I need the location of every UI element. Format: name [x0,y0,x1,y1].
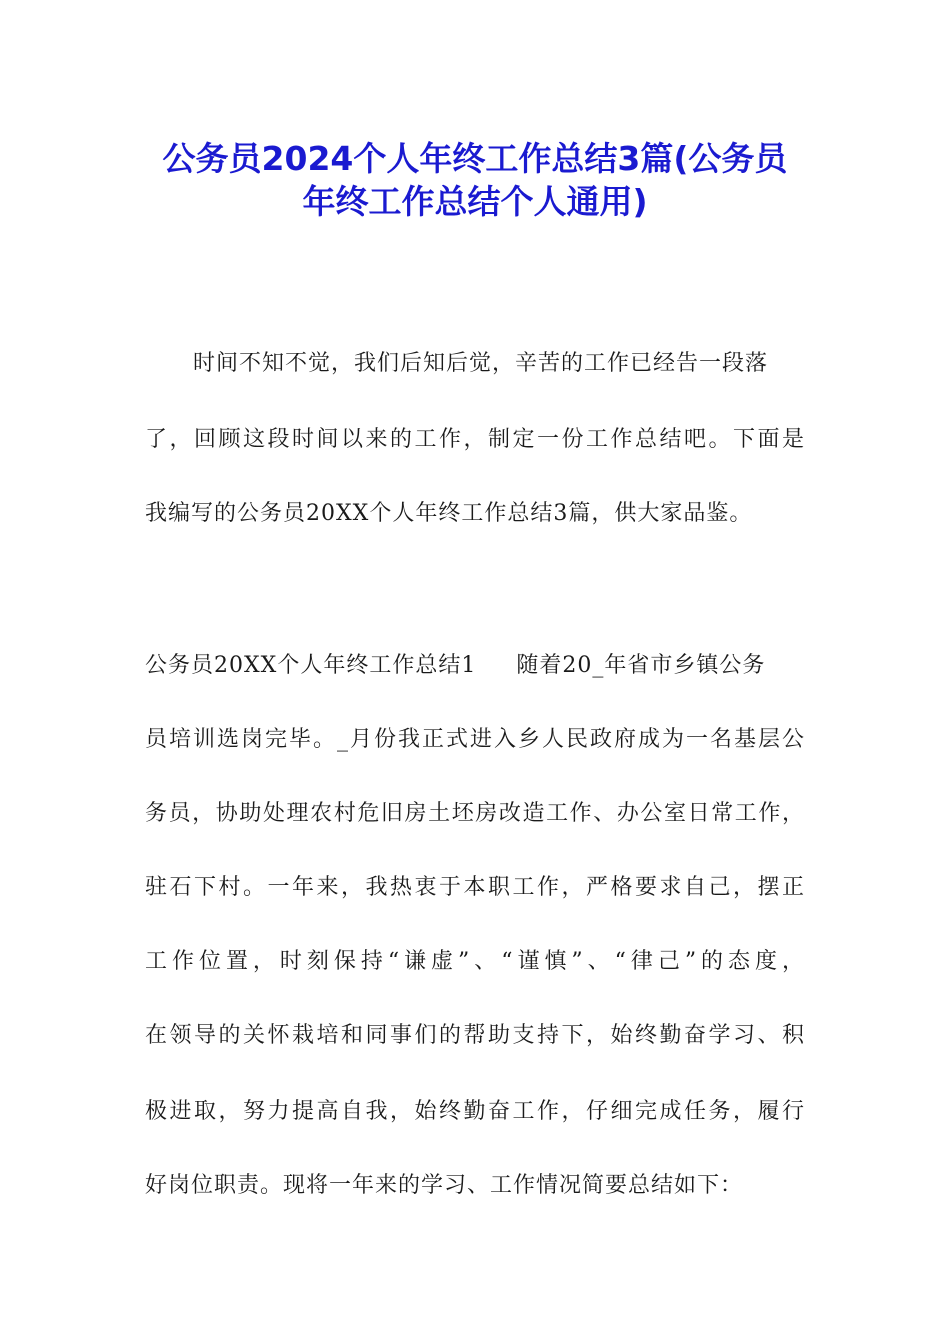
body-line-6: 极进取，努力提高自我，始终勤奋工作，仔细完成任务，履行 [145,1099,805,1124]
body-line-3: 驻石下村。一年来，我热衷于本职工作，严格要求自己，摆正 [145,875,805,900]
body-line-4: 工作位置，时刻保持“谦虚”、“谨慎”、“律己”的态度， [145,949,805,974]
body-line-1: 员培训选岗完毕。_月份我正式进入乡人民政府成为一名基层公 [145,727,805,752]
body-line-5: 在领导的关怀栽培和同事们的帮助支持下，始终勤奋学习、积 [145,1023,805,1048]
section-first-line [145,648,765,679]
intro-line-1: 时间不知不觉，我们后知后觉，辛苦的工作已经告一段落 [193,351,769,376]
body-line-7: 好岗位职责。现将一年来的学习、工作情况简要总结如下： [145,1173,744,1198]
section-first-line-text: 随着20_年省市乡镇公务 [516,653,766,678]
body-line-2: 务员，协助处理农村危旧房土坯房改造工作、办公室日常工作， [145,801,805,826]
intro-line-3: 我编写的公务员20XX个人年终工作总结3篇，供大家品鉴。 [145,501,753,526]
document-title-line-1: 公务员2024个人年终工作总结3篇(公务员 [162,139,788,178]
section-heading: 公务员20XX个人年终工作总结1 [145,653,477,678]
document-title-line-2: 年终工作总结个人通用) [302,182,648,221]
intro-line-2: 了，回顾这段时间以来的工作，制定一份工作总结吧。下面是 [145,427,805,452]
